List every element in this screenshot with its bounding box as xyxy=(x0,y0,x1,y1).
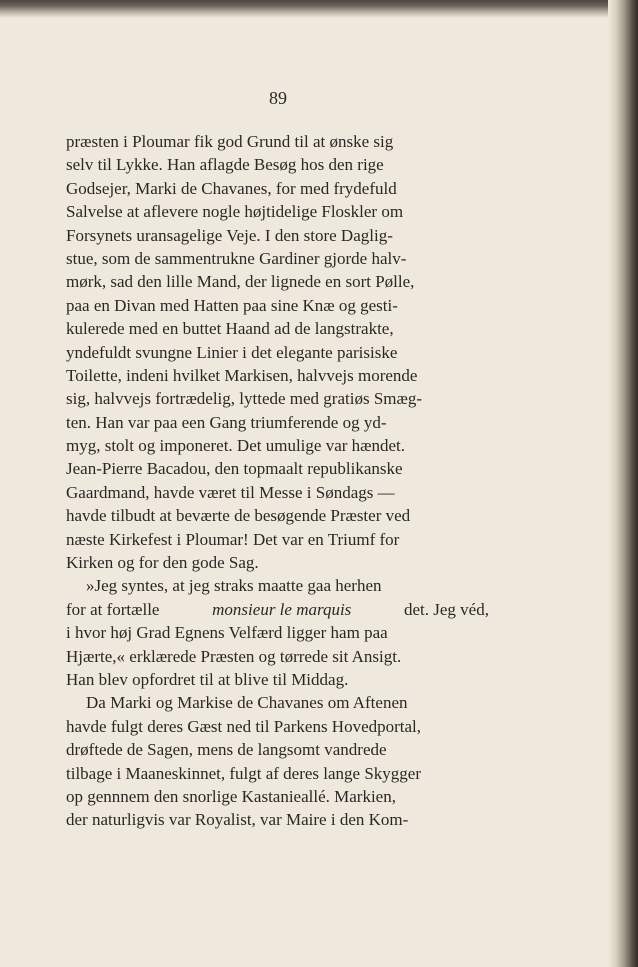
text-line: Toilette, indeni hvilket Markisen, halvvejs morende xyxy=(66,365,418,385)
text-line: præsten i Ploumar fik god Grund til at ønske sig xyxy=(66,132,394,151)
text-line: havde tilbudt at beværte de besøgende Præster ved xyxy=(66,506,411,526)
body-text xyxy=(66,130,489,832)
text-line: Gaardmand, havde været til Messe i Søndags — xyxy=(66,482,395,502)
text-line: »Jeg syntes, at jeg straks maatte gaa herhen xyxy=(86,576,382,596)
text-line: Godsejer, Marki de Chavanes, for med frydefuld xyxy=(66,178,397,198)
text-line: kulerede med en buttet Haand ad de langstrakte, xyxy=(66,319,394,339)
text-fragment: det. Jeg véd, xyxy=(404,599,489,619)
page-number: 89 xyxy=(269,88,287,108)
text-line: stue, som de sammentrukne Gardiner gjorde halv- xyxy=(66,248,407,268)
text-line: yndefuldt svungne Linier i det elegante parisiske xyxy=(66,342,398,362)
page-top-edge xyxy=(0,0,638,18)
text-line: ten. Han var paa een Gang triumferende og yd- xyxy=(66,412,387,432)
text-line: drøftede de Sagen, mens de langsomt vandrede xyxy=(66,740,387,760)
text-line: op gennnem den snorlige Kastanieallé. Markien, xyxy=(66,786,396,806)
text-line: tilbage i Maaneskinnet, fulgt af deres lange Skygger xyxy=(66,763,421,783)
text-line-with-italic xyxy=(66,598,489,621)
text-line: selv til Lykke. Han aflagde Besøg hos den rige xyxy=(66,155,384,175)
italic-phrase: monsieur le marquis xyxy=(212,599,352,619)
text-line: sig, halvvejs fortrædelig, lyttede med gratiøs Smæg- xyxy=(66,389,423,409)
text-fragment: for at fortælle xyxy=(66,599,160,619)
text-line: Kirken og for den gode Sag. xyxy=(66,553,259,573)
text-line: myg, stolt og imponeret. Det umulige var hændet. xyxy=(66,436,406,456)
text-line: paa en Divan med Hatten paa sine Knæ og gesti- xyxy=(66,295,398,315)
text-line: der naturligvis var Royalist, var Maire i den Kom- xyxy=(66,810,409,830)
text-line: Hjærte,« erklærede Præsten og tørrede sit Ansigt. xyxy=(66,646,402,666)
text-line: Forsynets uransagelige Veje. I den store Daglig- xyxy=(66,225,393,245)
text-line: Da Marki og Markise de Chavanes om Aftenen xyxy=(86,693,408,713)
text-line: i hvor høj Grad Egnens Velfærd ligger ham paa xyxy=(66,623,388,643)
text-line: Han blev opfordret til at blive til Middag. xyxy=(66,669,349,689)
text-line: Jean-Pierre Bacadou, den topmaalt republikanske xyxy=(66,459,403,479)
text-line: mørk, sad den lille Mand, der lignede en sort Pølle, xyxy=(66,272,415,292)
page-spine-edge xyxy=(608,0,638,967)
text-line: næste Kirkefest i Ploumar! Det var en Triumf for xyxy=(66,529,400,549)
text-line: havde fulgt deres Gæst ned til Parkens Hovedportal, xyxy=(66,716,422,736)
text-line: Salvelse at aflevere nogle højtidelige Floskler om xyxy=(66,202,404,222)
